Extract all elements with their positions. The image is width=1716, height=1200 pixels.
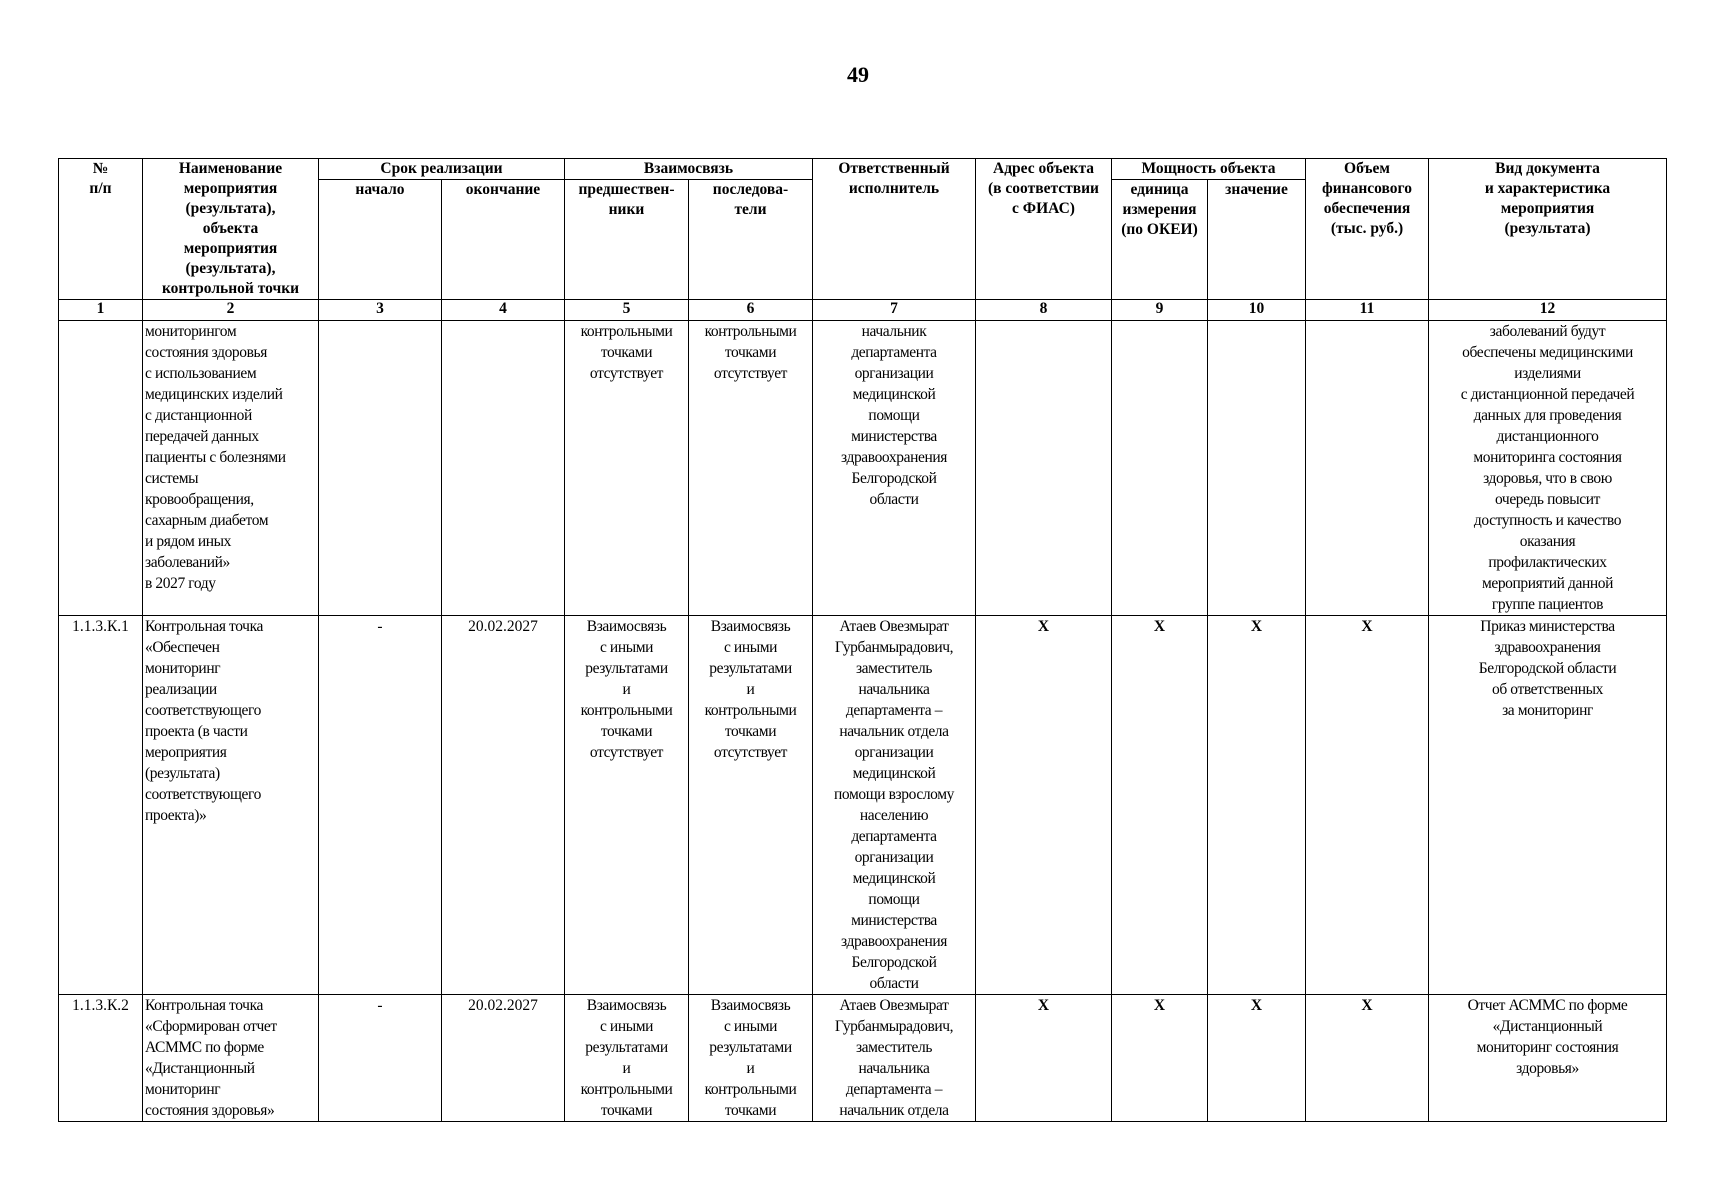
cell-value: X — [1208, 995, 1306, 1122]
cell-num: 1.1.3.К.2 — [59, 995, 143, 1122]
header-period-start: начало — [319, 180, 442, 300]
header-capacity: Мощность объекта — [1112, 159, 1306, 180]
cell-responsible: Атаев Овезмырат Гурбанмырадович, заместитель начальника департамента – начальник отдела организации медицинской помощи взрослому населению департамента организации медицинской помощи министерства здравоохранения Белгородской области — [813, 616, 976, 995]
column-number: 5 — [565, 300, 689, 321]
header-relation-succ: последова- тели — [689, 180, 813, 300]
cell-succ: Взаимосвязь с иными результатами и контрольными точками отсутствует — [689, 616, 813, 995]
cell-end: 20.02.2027 — [442, 995, 565, 1122]
table-row — [59, 995, 1667, 1122]
column-number: 12 — [1429, 300, 1667, 321]
header-relation-pred: предшествен- ники — [565, 180, 689, 300]
cell-doc: Отчет АСММС по форме «Дистанционный мониторинг состояния здоровья» — [1429, 995, 1667, 1122]
cell-address: X — [976, 616, 1112, 995]
header-period-end: окончание — [442, 180, 565, 300]
cell-num: 1.1.3.К.1 — [59, 616, 143, 995]
cell-succ: Взаимосвязь с иными результатами и контрольными точками — [689, 995, 813, 1122]
header-row-1 — [59, 159, 1667, 180]
column-number: 1 — [59, 300, 143, 321]
cell-address — [976, 321, 1112, 616]
cell-start: - — [319, 995, 442, 1122]
cell-address: X — [976, 995, 1112, 1122]
cell-value: X — [1208, 616, 1306, 995]
header-address: Адрес объекта (в соответствии с ФИАС) — [976, 159, 1112, 300]
cell-start — [319, 321, 442, 616]
header-period: Срок реализации — [319, 159, 565, 180]
header-capacity-value: значение — [1208, 180, 1306, 300]
column-number: 8 — [976, 300, 1112, 321]
cell-finance: X — [1306, 995, 1429, 1122]
cell-num — [59, 321, 143, 616]
header-num: № п/п — [59, 159, 143, 300]
plan-table — [58, 158, 1667, 1122]
column-number: 3 — [319, 300, 442, 321]
cell-succ: контрольными точками отсутствует — [689, 321, 813, 616]
cell-doc: заболеваний будут обеспечены медицинскими изделиями с дистанционной передачей данных для проведения дистанционного мониторинга состояния здоровья, что в свою очередь повысит доступность и качество оказания профилактических мероприятий данной группе пациентов — [1429, 321, 1667, 616]
cell-pred: Взаимосвязь с иными результатами и контрольными точками отсутствует — [565, 616, 689, 995]
header-capacity-unit: единица измерения (по ОКЕИ) — [1112, 180, 1208, 300]
column-numbers-row — [59, 300, 1667, 321]
cell-finance — [1306, 321, 1429, 616]
cell-value — [1208, 321, 1306, 616]
cell-finance: X — [1306, 616, 1429, 995]
cell-name: Контрольная точка «Сформирован отчет АСММС по форме «Дистанционный мониторинг состояния здоровья» — [143, 995, 319, 1122]
page-number: 49 — [847, 62, 869, 87]
cell-responsible: начальник департамента организации медицинской помощи министерства здравоохранения Белгородской области — [813, 321, 976, 616]
table-row — [59, 616, 1667, 995]
column-number: 4 — [442, 300, 565, 321]
column-number: 6 — [689, 300, 813, 321]
cell-name: Контрольная точка «Обеспечен мониторинг реализации соответствующего проекта (в части мероприятия (результата) соответствующего проекта)» — [143, 616, 319, 995]
cell-responsible: Атаев Овезмырат Гурбанмырадович, заместитель начальника департамента – начальник отдела — [813, 995, 976, 1122]
column-number: 9 — [1112, 300, 1208, 321]
column-number: 7 — [813, 300, 976, 321]
cell-doc: Приказ министерства здравоохранения Белгородской области об ответственных за мониторинг — [1429, 616, 1667, 995]
header-doc-type: Вид документа и характеристика мероприятия (результата) — [1429, 159, 1667, 300]
header-name: Наименование мероприятия (результата), объекта мероприятия (результата), контрольной точки — [143, 159, 319, 300]
column-number: 10 — [1208, 300, 1306, 321]
cell-unit: X — [1112, 995, 1208, 1122]
cell-unit — [1112, 321, 1208, 616]
cell-pred: контрольными точками отсутствует — [565, 321, 689, 616]
table-row — [59, 321, 1667, 616]
header-relation: Взаимосвязь — [565, 159, 813, 180]
cell-end: 20.02.2027 — [442, 616, 565, 995]
header-finance: Объем финансового обеспечения (тыс. руб.) — [1306, 159, 1429, 300]
cell-end — [442, 321, 565, 616]
header-responsible: Ответственный исполнитель — [813, 159, 976, 300]
column-number: 2 — [143, 300, 319, 321]
cell-unit: X — [1112, 616, 1208, 995]
cell-pred: Взаимосвязь с иными результатами и контрольными точками — [565, 995, 689, 1122]
cell-name: мониторингом состояния здоровья с использованием медицинских изделий с дистанционной передачей данных пациенты с болезнями системы кровообращения, сахарным диабетом и рядом иных заболеваний» в 2027 году — [143, 321, 319, 616]
column-number: 11 — [1306, 300, 1429, 321]
cell-start: - — [319, 616, 442, 995]
